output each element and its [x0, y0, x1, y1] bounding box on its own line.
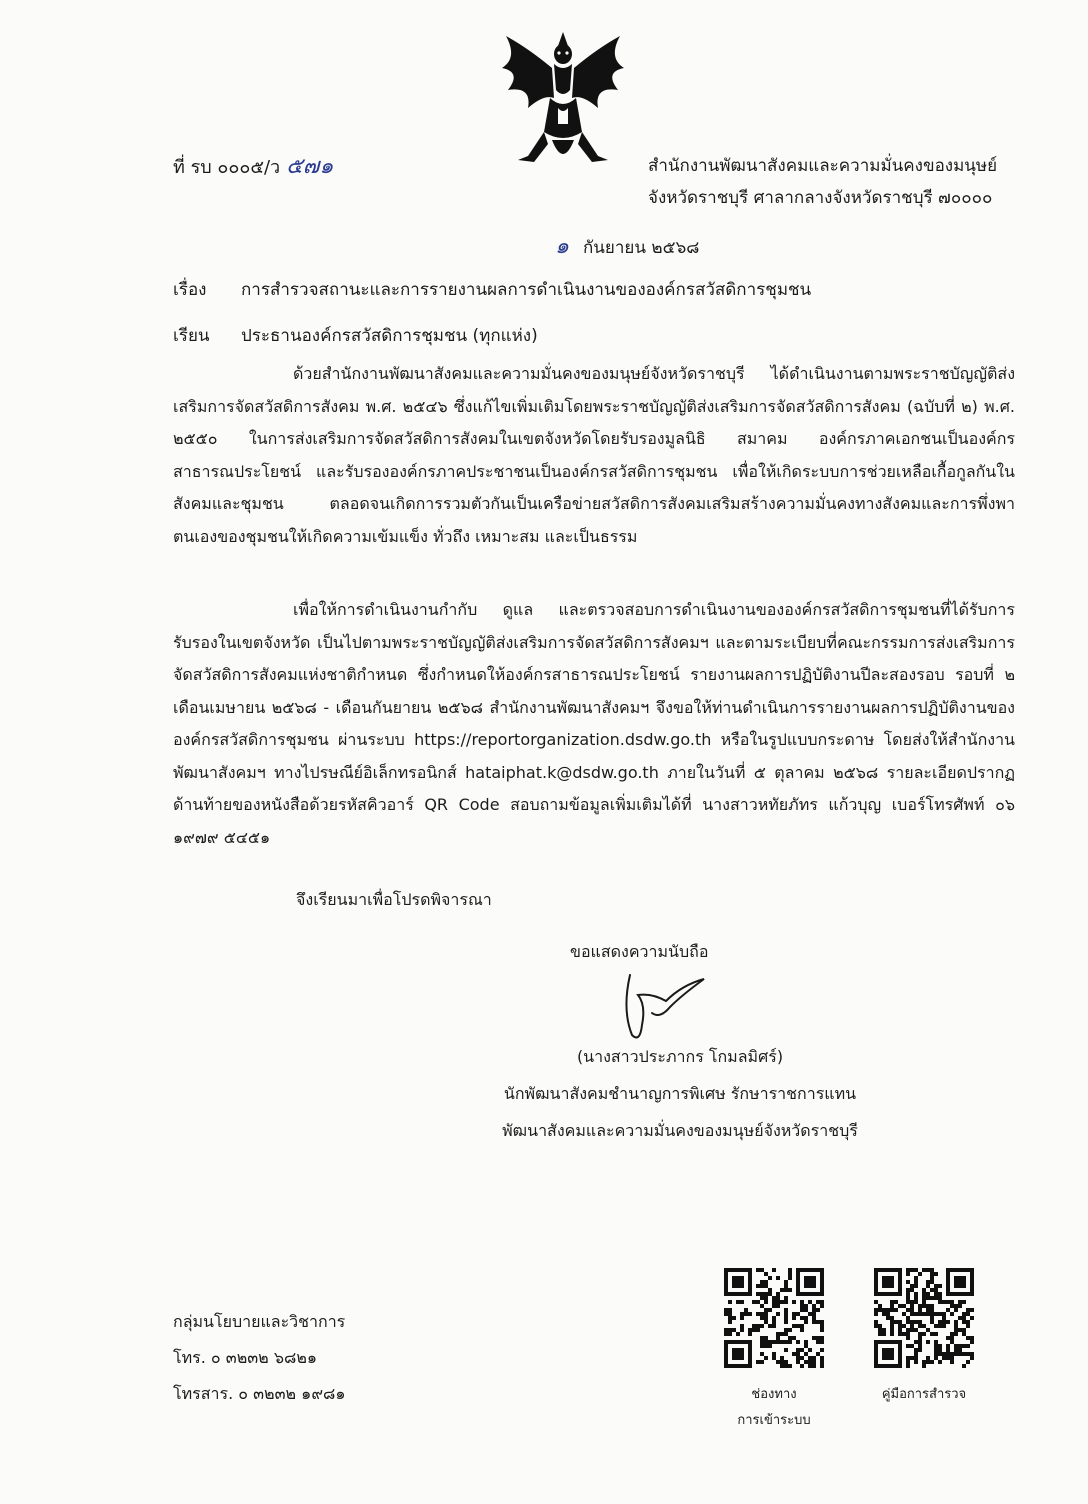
- handwritten-signature: [612, 955, 722, 1045]
- qr-label-2-line-1: คู่มือการสำรวจ: [881, 1387, 967, 1402]
- footer-fax: โทรสาร. ๐ ๓๒๓๒ ๑๙๘๑: [173, 1384, 346, 1403]
- agency-line-1: สำนักงานพัฒนาสังคมและความมั่นคงของมนุษย์: [648, 156, 998, 176]
- paragraph-1-text: ด้วยสำนักงานพัฒนาสังคมและความมั่นคงของมนุษย์จังหวัดราชบุรี ได้ดำเนินงานตามพระราชบัญญัติส่งเสริมการจัดสวัสดิการสังคม พ.ศ. ๒๕๔๖ ซึ่งแก้ไขเพิ่มเติมโดยพระราชบัญญัติส่งเสริมการจัดสวัสดิการสังคม (ฉบับที่ ๒) พ.ศ. ๒๕๕๐ ในการส่งเสริมการจัดสวัสดิการสังคมในเขตจังหวัดโดยรับรองมูลนิธิ สมาคม องค์กรภาคเอกชนเป็นองค์กรสาธารณประโยชน์ และรับรององค์กรภาคประชาชนเป็นองค์กรสวัสดิการชุมชน เพื่อให้เกิดระบบการช่วยเหลือเกื้อกูลกันในสังคมและชุมชน ตลอดจนเกิดการรวมตัวกันเป็นเครือข่ายสวัสดิการสังคมเสริมสร้างความมั่นคงทางสังคมและการพึ่งพาตนเองของชุมชนให้เกิดความเข้มแข็ง ทั่วถึง เหมาะสม และเป็นธรรม: [173, 364, 1015, 546]
- paragraph-2-text: เพื่อให้การดำเนินงานกำกับ ดูแล และตรวจสอบการดำเนินงานขององค์กรสวัสดิการชุมชนที่ได้รับการรับรองในเขตจังหวัด เป็นไปตามพระราชบัญญัติส่งเสริมการจัดสวัสดิการสังคมฯ และตามระเบียบที่คณะกรรมการส่งเสริมการจัดสวัสดิการสังคมแห่งชาติกำหนด ซึ่งกำหนดให้องค์กรสาธารณประโยชน์ รายงานผลการปฏิบัติงานปีละสองรอบ รอบที่ ๒ เดือนเมษายน ๒๕๖๘ - เดือนกันยายน ๒๕๖๘ สำนักงานพัฒนาสังคมฯ จึงขอให้ท่านดำเนินการรายงานผลการปฏิบัติงานขององค์กรสวัสดิการชุมชน ผ่านระบบ https://reportorganization.dsdw.go.th หรือในรูปแบบกระดาษ โดยส่งให้สำนักงานพัฒนาสังคมฯ ทางไปรษณีย์อิเล็กทรอนิกส์ hataiphat.k@dsdw.go.th ภายในวันที่ ๕ ตุลาคม ๒๕๖๘ รายละเอียดปรากฏ ด้านท้ายของหนังสือด้วยรหัสคิวอาร์ QR Code สอบถามข้อมูลเพิ่มเติมได้ที่ นางสาวหทัยภัทร แก้วบุญ เบอร์โทรศัพท์ ๐๖ ๑๙๗๙ ๕๔๕๑: [173, 600, 1016, 847]
- date-day-handwritten: ๑: [555, 234, 569, 259]
- qr-code-survey-manual: [874, 1268, 974, 1368]
- agency-address: [648, 150, 997, 214]
- date-month-year: กันยายน ๒๕๖๘: [582, 238, 700, 258]
- qr-label-1-line-1: ช่องทาง: [751, 1387, 797, 1402]
- reference-prefix: ที่ รบ ๐๐๐๕/ว: [173, 157, 281, 178]
- subject-line: [173, 276, 811, 303]
- footer-phone: โทร. ๐ ๓๒๓๒ ๖๘๒๑: [173, 1348, 318, 1367]
- qr-label-1-line-2: การเข้าระบบ: [737, 1413, 811, 1428]
- signer-position-1: นักพัฒนาสังคมชำนาญการพิเศษ รักษาราชการแทน: [503, 1084, 857, 1103]
- footer-department: กลุ่มนโยบายและวิชาการ: [173, 1312, 346, 1331]
- subject-text: การสำรวจสถานะและการรายงานผลการดำเนินงานขององค์กรสวัสดิการชุมชน: [241, 280, 812, 300]
- qr-label-system-access: [704, 1382, 844, 1434]
- addressee-label: เรียน: [173, 326, 210, 346]
- signer-name: (นางสาวประภากร โกมลมิศร์): [576, 1047, 784, 1066]
- reference-number: [173, 148, 333, 183]
- subject-label: เรื่อง: [173, 280, 207, 300]
- agency-line-2: จังหวัดราชบุรี ศาลากลางจังหวัดราชบุรี ๗๐๐๐๐: [648, 188, 993, 208]
- signer-position-2: พัฒนาสังคมและความมั่นคงของมนุษย์จังหวัดราชบุรี: [502, 1121, 858, 1140]
- letter-date: [555, 228, 699, 263]
- closing-line: จึงเรียนมาเพื่อโปรดพิจารณา: [296, 890, 492, 909]
- garuda-emblem: [488, 28, 638, 178]
- qr-code-system-access: [724, 1268, 824, 1368]
- addressee-line: [173, 322, 538, 349]
- reference-handwritten-number: ๕๗๑: [286, 154, 334, 179]
- body-paragraph-1: [173, 358, 1015, 553]
- qr-label-survey-manual: [854, 1382, 994, 1408]
- body-paragraph-2: [173, 594, 1015, 854]
- regards-line: ขอแสดงความนับถือ: [570, 942, 709, 961]
- addressee-text: ประธานองค์กรสวัสดิการชุมชน (ทุกแห่ง): [241, 326, 538, 346]
